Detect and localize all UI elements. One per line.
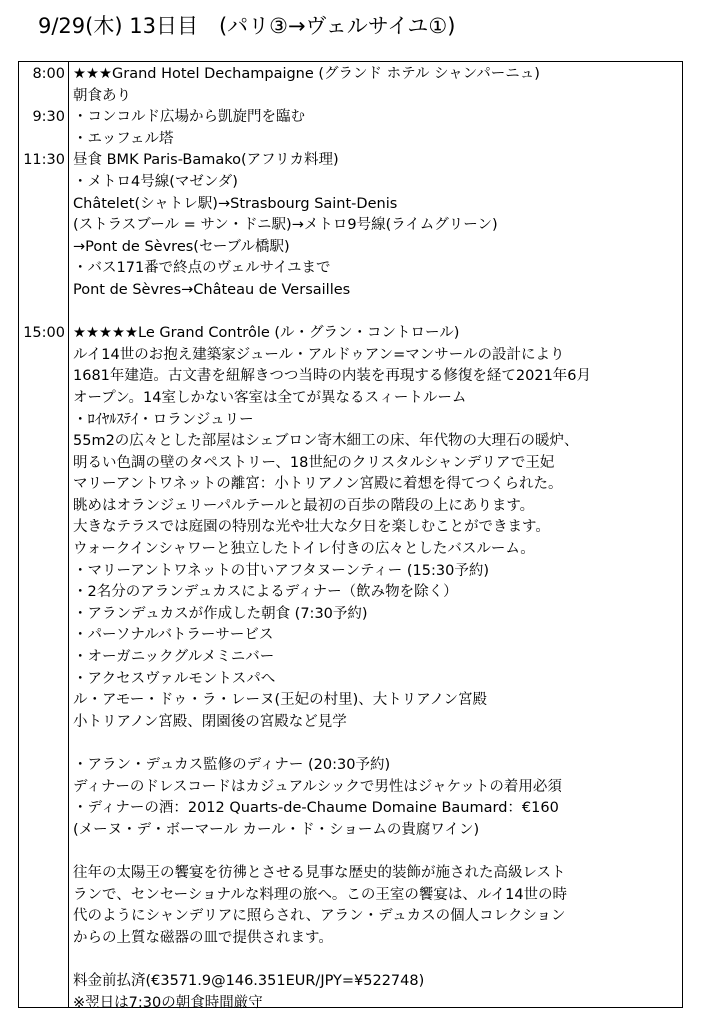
entry-line: からの上質な磁器の皿で提供されます。 (73, 929, 333, 946)
entry-line: ・アクセスヴァルモントスパへ (73, 670, 276, 687)
entry-line: オープン。14室しかない客室は全てが異なるスィートルーム (73, 389, 467, 406)
entry-line: 大きなテラスでは庭園の特別な光や壮大な夕日を楽しむことができます。 (73, 519, 550, 536)
entry-line: ★★★Grand Hotel Dechampaigne (グランド ホテル シャンパーニュ) (73, 66, 540, 82)
entry-line: 昼食 BMK Paris-Bamako(アフリカ料理) (73, 152, 339, 169)
entry-line: 代のようにシャンデリアに照らされ、アラン・デュカスの個人コレクション (73, 908, 566, 925)
entry-text (65, 107, 682, 150)
entry-line (73, 949, 682, 971)
entry-time: 15:00 (23, 325, 65, 342)
entry-line: ・コンコルド広場から凱旋門を臨む (73, 109, 305, 126)
entry-line: →Pont de Sèvres(セーブル橋駅) (73, 238, 290, 255)
entry-line: 小トリアノン宮殿、閉園後の宮殿など見学 (73, 713, 347, 730)
entry-text (65, 64, 682, 107)
entry-line: (ストラスブール = サン・ドニ駅)→メトロ9号線(ライムグリーン) (73, 217, 498, 234)
entry-line: ・エッフェル塔 (73, 130, 174, 147)
entry-line: ・マリーアントワネットの甘いアフタヌーンティー (15:30予約) (73, 562, 490, 579)
entry-line: 55m2の広々とした部屋はシェブロン寄木細工の床、年代物の大理石の暖炉、 (73, 433, 579, 450)
entry-line: Pont de Sèvres→Château de Versailles (73, 281, 351, 298)
entry-line: 1681年建造。古文書を紐解きつつ当時の内装を再現する修復を経て2021年6月 (73, 368, 592, 385)
entry-time: 8:00 (32, 66, 65, 82)
entry-line: ・バス171番で終点のヴェルサイユまで (73, 260, 331, 277)
entry-line: 料金前払済(€3571.9@146.351EUR/JPY=¥522748) (73, 972, 425, 989)
entry-line: ・オーガニックグルメミニバー (73, 649, 275, 666)
entry-line: ・アランデュカスが作成した朝食 (7:30予約) (73, 605, 368, 622)
entry-text (65, 150, 682, 323)
schedule-entry (19, 150, 682, 323)
entry-line: ランで、センセーショナルな料理の旅へ。この王室の饗宴は、ルイ14世の時 (73, 886, 568, 903)
entry-line (73, 302, 682, 324)
entry-line: ウォークインシャワーと独立したトイレ付きの広々としたバスルーム。 (73, 541, 535, 558)
entry-line: ル・アモー・ドゥ・ラ・レーヌ(王妃の村里)、大トリアノン宮殿 (73, 692, 488, 709)
entry-line: ディナーのドレスコードはカジュアルシックで男性はジャケットの着用必須 (73, 778, 562, 795)
schedule-entry (19, 107, 682, 150)
entry-line: ・ディナーの酒：2012 Quarts-de-Chaume Domaine Baumard：€160 (73, 800, 559, 817)
entry-text (65, 323, 682, 1014)
entry-line: 眺めはオランジェリーパルテールと最初の百歩の階段の上にあります。 (73, 497, 535, 514)
entry-line: Châtelet(シャトレ駅)→Strasbourg Saint-Denis (73, 195, 398, 212)
entry-line (73, 841, 682, 863)
entry-line: (メーヌ・デ・ボーマール カール・ド・ショームの貴腐ワイン) (73, 821, 480, 838)
entry-line: ・2名分のアランデュカスによるディナー（飲み物を除く） (73, 584, 458, 601)
itinerary-table (18, 61, 683, 1011)
schedule-entry (19, 64, 682, 107)
entry-line: ルイ14世のお抱え建築家ジュール・アルドゥアン=マンサールの設計により (73, 346, 565, 363)
entry-line: 往年の太陽王の饗宴を彷彿とさせる見事な歴史的装飾が施された高級レスト (73, 864, 566, 881)
entry-line: 明るい色調の壁のタペストリー、18世紀のクリスタルシャンデリアで王妃 (73, 454, 555, 471)
entry-line: ※翌日は7:30の朝食時間厳守 (73, 994, 263, 1011)
entry-line (73, 733, 682, 755)
page-title: 9/29(木) 13日目 (パリ③→ヴェルサイユ①) (38, 14, 456, 38)
entry-line: ・ﾛｲﾔﾙｽﾃｲ・ロランジュリー (73, 411, 254, 428)
entry-line: ・アラン・デュカス監修のディナー (20:30予約) (73, 757, 391, 773)
entry-time: 9:30 (32, 109, 65, 126)
entry-line: マリーアントワネットの離宮：小トリアノン宮殿に着想を得てつくられた。 (73, 476, 563, 493)
entry-line: ・メトロ4号線(マゼンダ) (73, 173, 238, 190)
entry-line: ★★★★★Le Grand Contrôle (ル・グラン・コントロール) (73, 325, 460, 342)
timeline (19, 62, 682, 1014)
schedule-entry (19, 323, 682, 1014)
entry-line: ・パーソナルバトラーサービス (73, 627, 274, 644)
entry-time: 11:30 (23, 152, 65, 169)
entry-line: 朝食あり (73, 87, 131, 104)
